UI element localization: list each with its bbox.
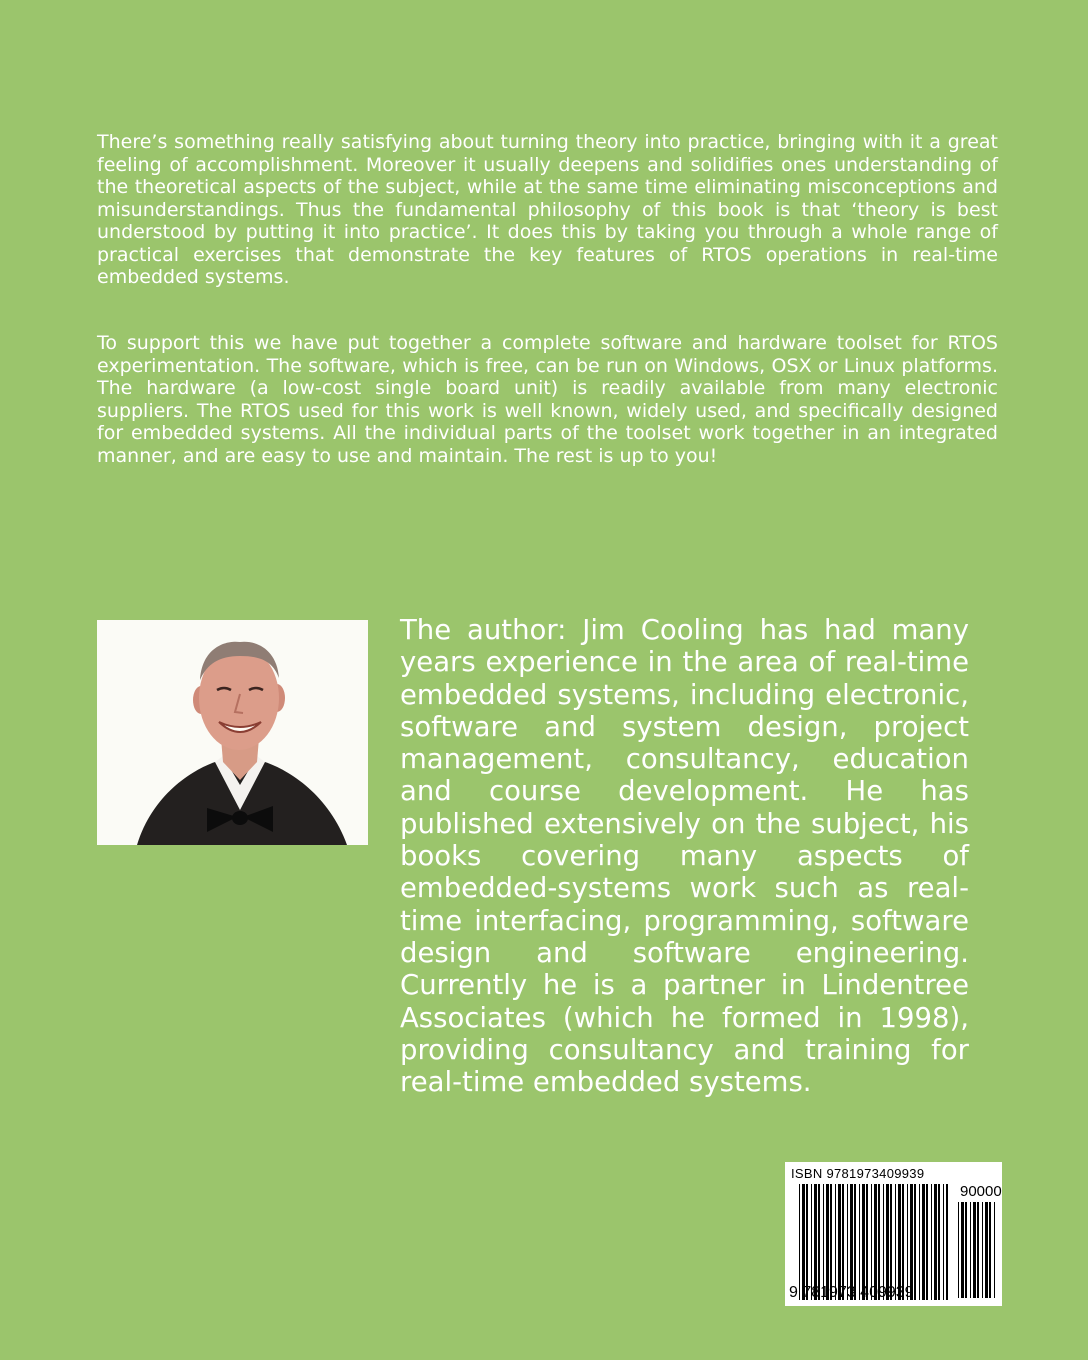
- barcode-digits: 9 781973 409939: [789, 1284, 914, 1301]
- author-bio: The author: Jim Cooling has had many years experience in the area of real-time embedded systems, including electronic, software and system design, project management, consultancy, education and course development. He has published extensively on the subject, his books covering many aspects of embedded-systems work such as real-time interfacing, programming, software design and software engineering. Currently he is a partner in Lindentree Associates (which he formed in 1998), providing consultancy and training for real-time embedded systems.: [400, 614, 969, 1099]
- price-code: 90000: [960, 1183, 1002, 1200]
- isbn-label: ISBN 9781973409939: [791, 1166, 925, 1181]
- blurb-paragraph-1: There’s something really satisfying about turning theory into practice, bringing with it a great feeling of accomplishment. Moreover it usually deepens and solidifies ones understanding of the theoretical aspects of the subject, while at the same time eliminating misconceptions and misunderstandings. Thus the fundamental philosophy of this book is that ‘theory is best understood by putting it into practice’. It does this by taking you through a whole range of practical exercises that demonstrate the key features of RTOS operations in real-time embedded systems.: [97, 131, 998, 288]
- blurb-paragraph-2: To support this we have put together a complete software and hardware toolset for RTOS experimentation. The software, which is free, can be run on Windows, OSX or Linux platforms. The hardware (a low-cost single board unit) is readily available from many electronic suppliers. The RTOS used for this work is well known, widely used, and specifically designed for embedded systems. All the individual parts of the toolset work together in an integrated manner, and are easy to use and maintain. The rest is up to you!: [97, 332, 998, 467]
- author-photo: [97, 620, 368, 845]
- isbn-barcode: [785, 1162, 1002, 1306]
